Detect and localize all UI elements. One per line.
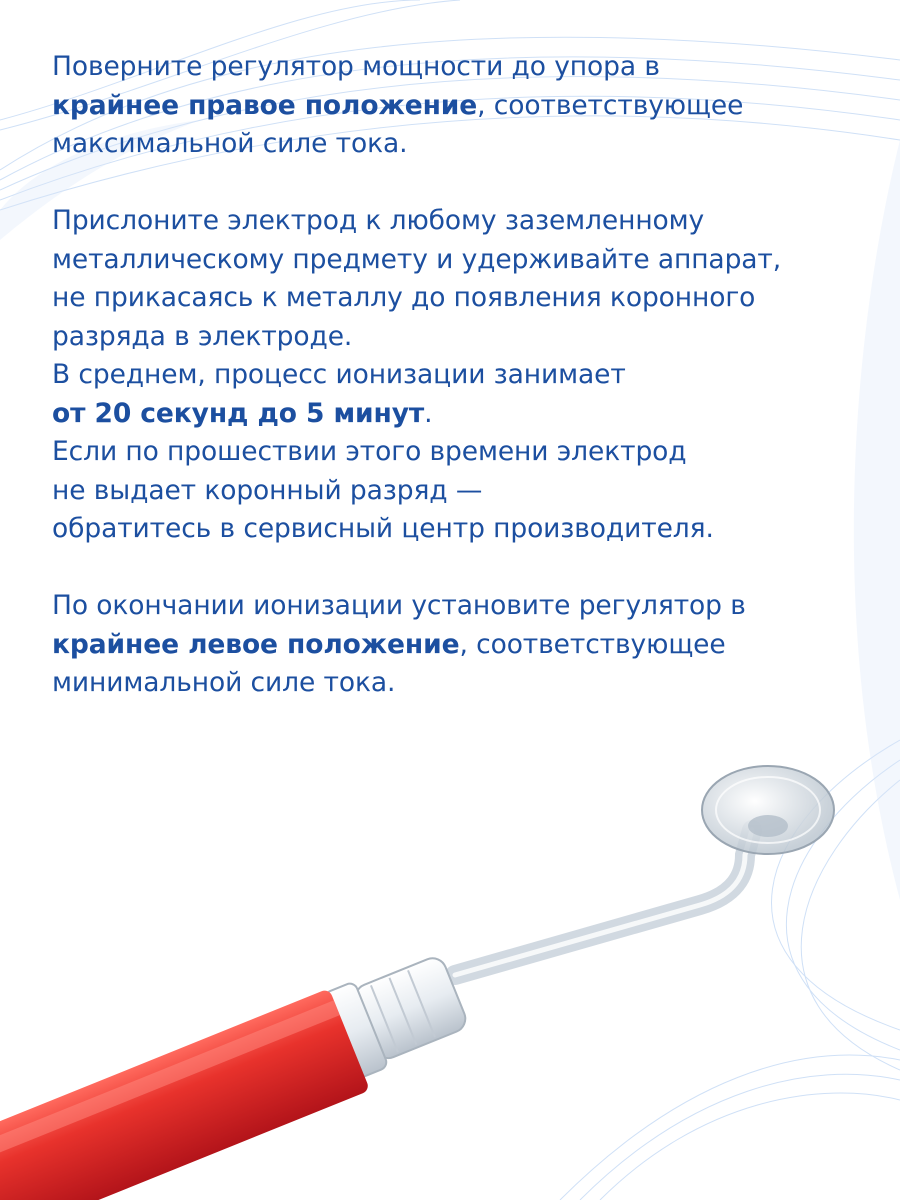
- text-fragment: .: [424, 397, 433, 429]
- text-line: металлическому предмету и удерживайте аппарат,: [52, 243, 782, 275]
- glass-disc-tip: [702, 766, 834, 854]
- paragraph-ionization: [52, 202, 882, 549]
- text-line: максимальной силе тока.: [52, 128, 408, 159]
- text-fragment: , соответствующее: [459, 628, 726, 660]
- emphasis-text: крайнее правое положение: [52, 89, 478, 121]
- text-line: [52, 626, 882, 665]
- text-line: По окончании ионизации установите регулятор в: [52, 590, 746, 621]
- text-line: [52, 87, 882, 126]
- text-line: Поверните регулятор мощности до упора в: [52, 51, 660, 82]
- text-line: Если по прошествии этого времени электрод: [52, 436, 687, 467]
- text-line: [52, 395, 882, 434]
- text-line: не прикасаясь к металлу до появления коронного: [52, 282, 756, 313]
- text-line: обратитесь в сервисный центр производителя.: [52, 513, 714, 544]
- instructions-text: [52, 48, 882, 703]
- text-line: Прислоните электрод к любому заземленному: [52, 205, 705, 236]
- emphasis-text: от 20 секунд до 5 минут: [52, 397, 425, 429]
- emphasis-text: крайнее левое положение: [52, 628, 460, 660]
- ionizer-electrode-illustration: [0, 760, 900, 1200]
- text-line: минимальной силе тока.: [52, 667, 396, 698]
- text-line: разряда в электроде.: [52, 320, 353, 352]
- red-handle: [0, 988, 370, 1200]
- text-line: не выдает коронный разряд —: [52, 474, 483, 506]
- paragraph-set-min: [52, 587, 882, 703]
- glass-tube: [455, 830, 752, 975]
- text-line: В среднем, процесс ионизации занимает: [52, 359, 626, 390]
- paragraph-set-max: [52, 48, 882, 164]
- text-fragment: , соответствующее: [477, 89, 744, 121]
